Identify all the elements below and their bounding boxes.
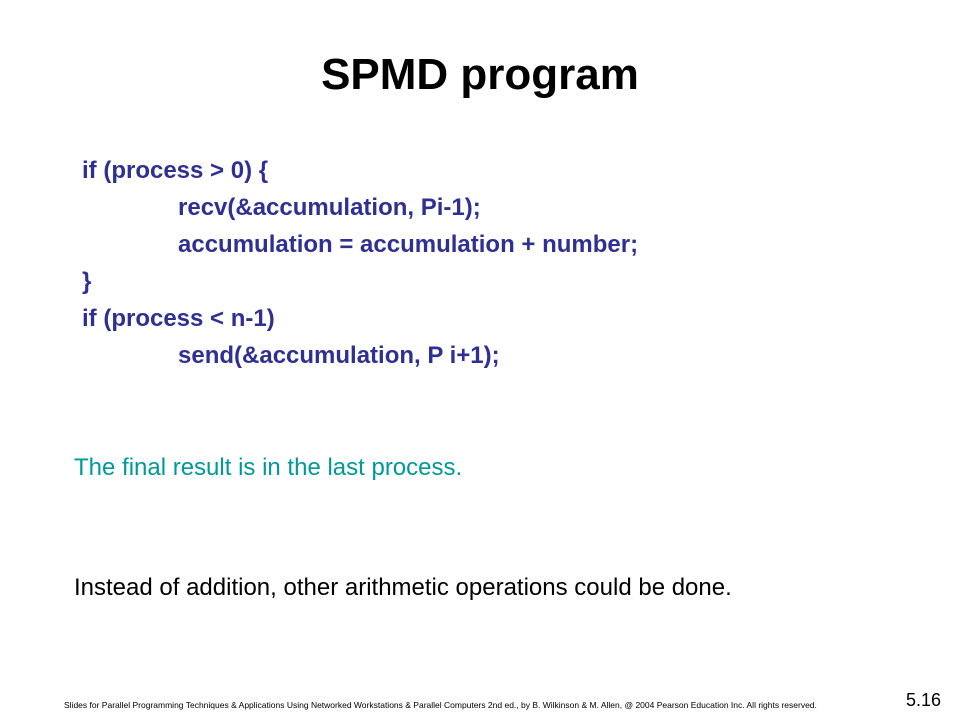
body-paragraph: Instead of addition, other arithmetic operations could be done.: [74, 574, 732, 601]
code-line: accumulation = accumulation + number;: [178, 231, 639, 258]
result-note: The final result is in the last process.: [74, 454, 463, 481]
copyright-footer: Slides for Parallel Programming Techniques & Applications Using Networked Workstations & Parallel Computers 2nd ed., by B. Wilkinson & M. Allen, @ 2004 Pearson Education Inc. All rights reserved.: [64, 700, 817, 710]
code-line: recv(&accumulation, Pi-1);: [178, 194, 481, 221]
code-line: }: [82, 268, 92, 295]
code-block: [82, 152, 638, 374]
code-line: if (process < n-1): [82, 305, 275, 332]
slide-title: SPMD program: [321, 50, 639, 99]
code-line: if (process > 0) {: [82, 157, 269, 184]
code-line: send(&accumulation, P i+1);: [178, 342, 500, 369]
slide-number: 5.16: [906, 690, 942, 710]
